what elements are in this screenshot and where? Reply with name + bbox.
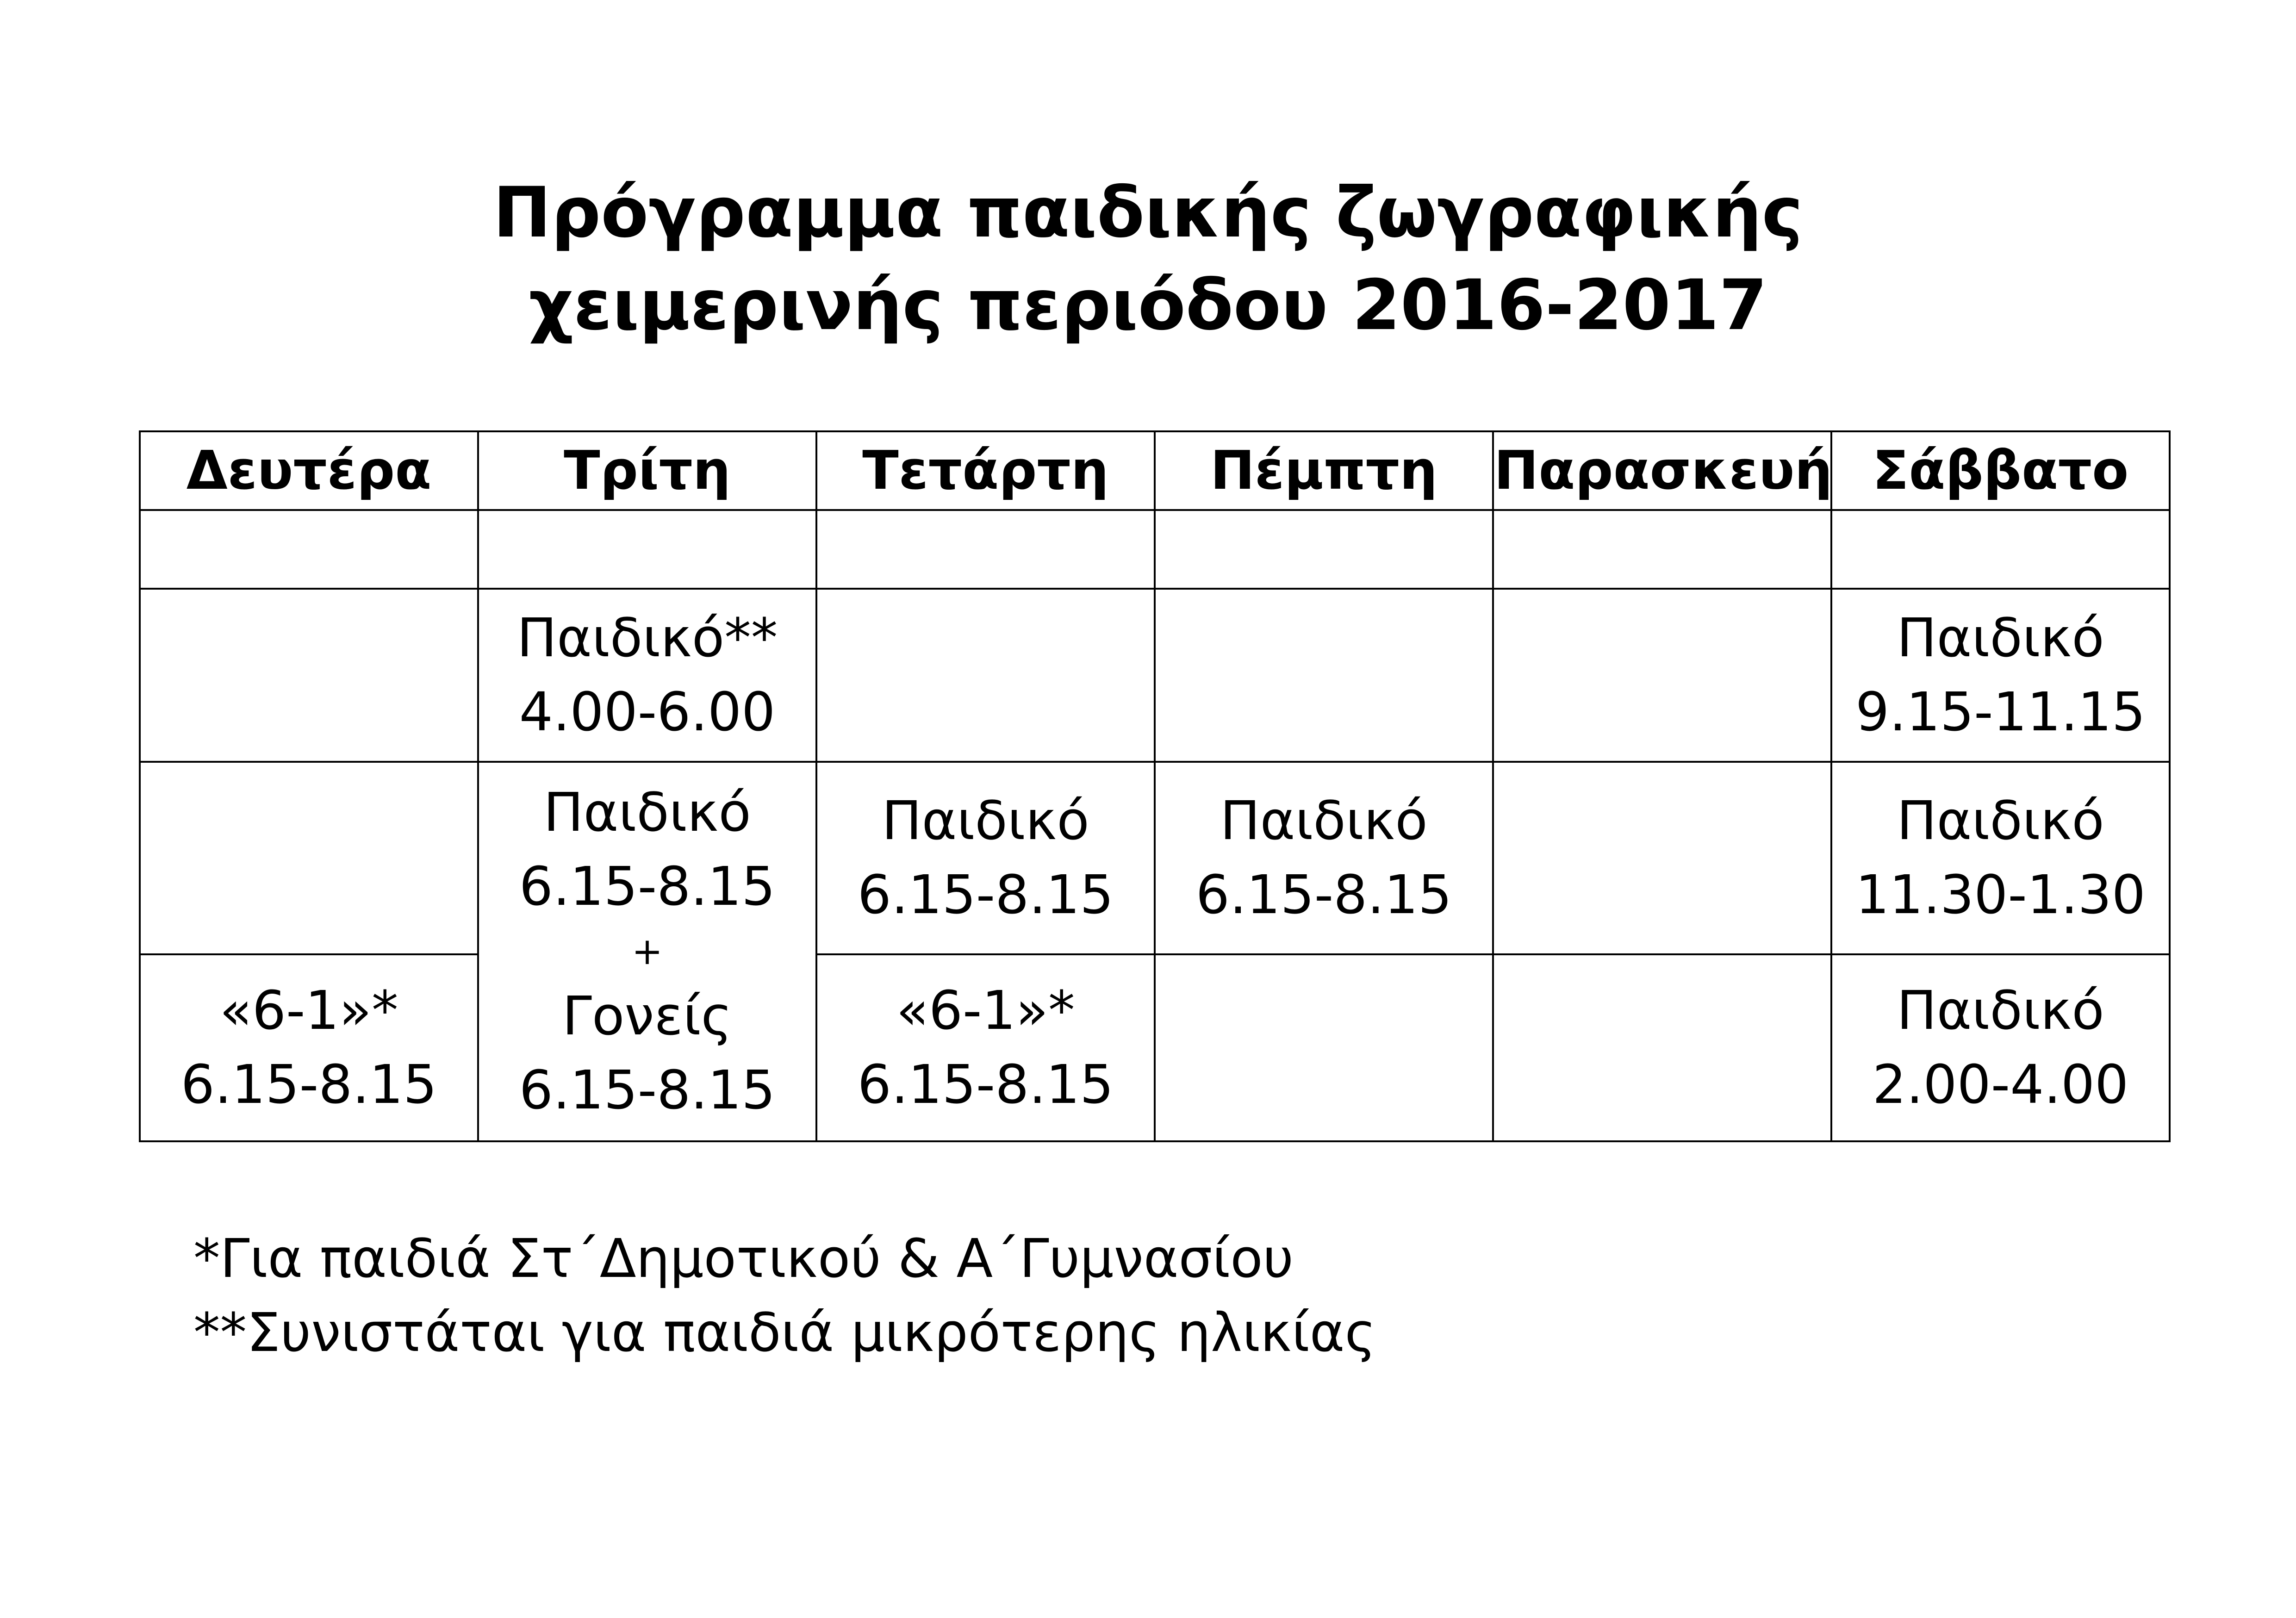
cell-time: 2.00-4.00 xyxy=(1872,1054,2129,1116)
header-tuesday: Τρίτη xyxy=(478,431,816,510)
page-title-line-1: Πρόγραμμα παιδικής ζωγραφικής xyxy=(493,173,1803,253)
page-title-line-2: χειμερινής περιόδου 2016-2017 xyxy=(529,265,1767,346)
cell-text: Παιδικό xyxy=(882,790,1089,852)
table-cell-wednesday xyxy=(816,762,1155,954)
header-thursday: Πέμπτη xyxy=(1155,431,1493,510)
header-wednesday: Τετάρτη xyxy=(816,431,1155,510)
cell-text: «6-1»* xyxy=(219,980,398,1042)
table-cell xyxy=(1493,954,1831,1141)
header-saturday: Σάββατο xyxy=(1831,431,2170,510)
table-cell xyxy=(1155,510,1493,589)
table-cell xyxy=(1493,762,1831,954)
cell-time: 6.15-8.15 xyxy=(519,1059,776,1121)
table-cell xyxy=(140,762,478,954)
table-cell-wednesday xyxy=(816,954,1155,1141)
cell-time: 6.15-8.15 xyxy=(857,864,1114,926)
table-cell-saturday xyxy=(1831,954,2170,1141)
cell-time: 11.30-1.30 xyxy=(1855,864,2146,926)
table-cell xyxy=(816,589,1155,762)
cell-text: Γονείς xyxy=(562,985,733,1047)
cell-plus: + xyxy=(631,930,663,973)
footnote-age-note: **Συνιστάται για παιδιά μικρότερης ηλικίας xyxy=(193,1302,1376,1364)
table-cell-saturday xyxy=(1831,589,2170,762)
cell-time: 9.15-11.15 xyxy=(1855,681,2146,743)
table-row xyxy=(140,762,2170,954)
cell-text: Παιδικό xyxy=(1220,790,1428,852)
header-monday: Δευτέρα xyxy=(140,431,478,510)
table-cell xyxy=(1831,510,2170,589)
cell-time: 6.15-8.15 xyxy=(519,856,776,918)
cell-time: 6.15-8.15 xyxy=(857,1054,1114,1116)
header-friday: Παρασκευή xyxy=(1493,431,1831,510)
cell-text: Παιδικό** xyxy=(516,607,778,669)
table-cell xyxy=(1155,589,1493,762)
cell-text: Παιδικό xyxy=(1897,607,2104,669)
table-cell xyxy=(1155,954,1493,1141)
cell-time: 6.15-8.15 xyxy=(1195,864,1452,926)
table-cell xyxy=(816,510,1155,589)
table-row-empty xyxy=(140,510,2170,589)
table-cell xyxy=(478,510,816,589)
table-cell xyxy=(140,510,478,589)
schedule-table xyxy=(139,430,2171,1142)
table-cell xyxy=(1493,589,1831,762)
table-row xyxy=(140,589,2170,762)
cell-time: 4.00-6.00 xyxy=(519,681,776,743)
cell-text: Παιδικό xyxy=(1897,980,2104,1042)
cell-text: «6-1»* xyxy=(896,980,1075,1042)
cell-time: 6.15-8.15 xyxy=(180,1054,437,1116)
footnote-grade-note: *Για παιδιά Στ΄Δημοτικού & Α΄Γυμνασίου xyxy=(193,1228,1294,1290)
table-row xyxy=(140,954,2170,1141)
cell-text: Παιδικό xyxy=(1897,790,2104,852)
table-cell xyxy=(1493,510,1831,589)
table-cell-tuesday xyxy=(478,589,816,762)
table-cell-saturday xyxy=(1831,762,2170,954)
cell-text: Παιδικό xyxy=(543,782,751,844)
header-row xyxy=(140,431,2170,510)
table-cell-tuesday-merged xyxy=(478,762,816,1141)
table-cell-thursday xyxy=(1155,762,1493,954)
table-cell-monday xyxy=(140,954,478,1141)
table-cell xyxy=(140,589,478,762)
